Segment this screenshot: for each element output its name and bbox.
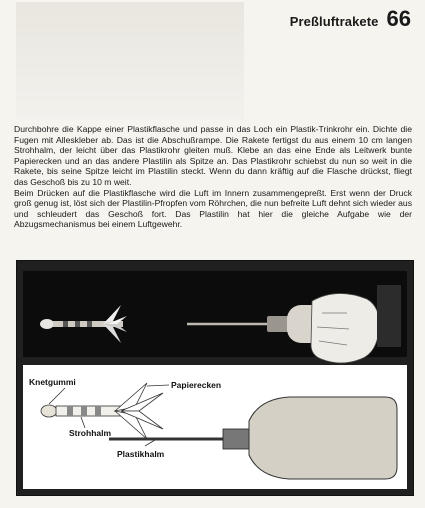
page-header xyxy=(290,6,411,32)
paragraph-1: Durchbohre die Kappe einer Plastikflasche und passe in das Loch ein Plastik-Trinkrohr ein. Dichte die Fugen mit Alleskleber ab. Das ist die Abschußrampe. Die Rakete fertigst du aus einem 10 cm langen Strohhalm, der leicht über das Plastikrohr gleiten muß. Klebe an das eine Ende als Leitwerk bunte Papierecken und an das andere Plastilin als Spitze an. Das Plastikrohr schiebst du nun so weit in die Rakete, bis seine Spitze leicht im Plastilin steckt. Wenn du dann kräftig auf die Flasche drückst, fliegt das Geschoß bis zu 10 m weit. xyxy=(14,124,412,187)
top-photo xyxy=(16,2,244,120)
label-strohhalm: Strohhalm xyxy=(69,428,112,438)
label-plastikhalm: Plastikhalm xyxy=(117,449,165,459)
label-papierecken: Papierecken xyxy=(171,380,222,390)
illustration xyxy=(16,260,414,496)
page-number: 66 xyxy=(386,6,411,31)
body-text xyxy=(14,124,412,230)
page-title: Preßluftrakete xyxy=(289,14,379,29)
illustration-svg xyxy=(17,261,413,495)
paragraph-2: Beim Drücken auf die Plastikflasche wird die Luft im Innern zusammengepreßt. Erst wenn der Druck groß genug ist, löst sich der Plastilin-Pfropfen vom Röhrchen, die nun befreite Luft dehnt sich wieder aus und schleudert das Geschoß fort. Das Plastilin hat hier die gleiche Aufgabe wie der Abzugsmechanismus bei einem Luftgewehr. xyxy=(14,187,412,230)
label-knetgummi: Knetgummi xyxy=(29,377,76,387)
